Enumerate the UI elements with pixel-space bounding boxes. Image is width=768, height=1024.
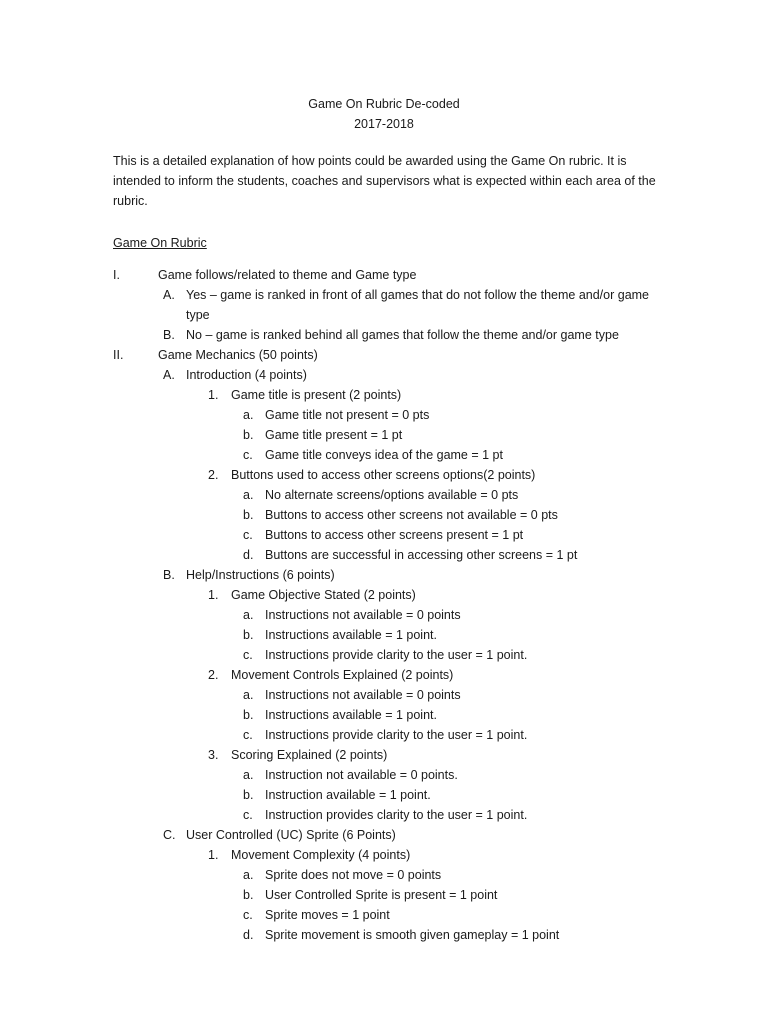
outline-text: Sprite does not move = 0 points <box>265 868 442 882</box>
outline-text: Game title present = 1 pt <box>265 428 403 442</box>
outline-text: Instructions available = 1 point. <box>265 708 437 722</box>
outline-marker: a. <box>243 688 254 702</box>
outline-text: Instruction available = 1 point. <box>265 788 431 802</box>
outline-marker: A. <box>163 288 175 302</box>
outline-text: Help/Instructions (6 points) <box>186 568 335 582</box>
outline-marker: 1. <box>208 588 219 602</box>
outline-marker: a. <box>243 868 254 882</box>
outline-marker: b. <box>243 888 254 902</box>
outline-item <box>0 485 768 505</box>
outline-marker: I. <box>113 268 120 282</box>
outline-item <box>0 785 768 805</box>
outline-item <box>0 405 768 425</box>
outline-text: Buttons to access other screens not available = 0 pts <box>265 508 558 522</box>
document-year: 2017-2018 <box>354 117 414 131</box>
outline-marker: b. <box>243 628 254 642</box>
section-heading: Game On Rubric <box>113 236 207 250</box>
outline-marker: c. <box>243 808 253 822</box>
outline-marker: a. <box>243 768 254 782</box>
outline-text: Game Mechanics (50 points) <box>158 348 318 362</box>
outline-text: Sprite moves = 1 point <box>265 908 390 922</box>
outline-marker: a. <box>243 408 254 422</box>
outline-marker: a. <box>243 608 254 622</box>
outline-text: Introduction (4 points) <box>186 368 307 382</box>
outline-item <box>0 525 768 545</box>
outline-item <box>0 345 768 365</box>
outline-item <box>0 865 768 885</box>
outline-item <box>0 425 768 445</box>
outline-marker: 1. <box>208 388 219 402</box>
outline-item <box>0 885 768 905</box>
rubric-outline <box>0 265 768 945</box>
outline-text: Game Objective Stated (2 points) <box>231 588 416 602</box>
outline-marker: C. <box>163 828 176 842</box>
outline-item <box>0 845 768 865</box>
outline-item <box>0 325 768 345</box>
document-title: Game On Rubric De-coded <box>308 97 460 111</box>
outline-text: Buttons to access other screens present = 1 pt <box>265 528 524 542</box>
outline-item <box>0 365 768 385</box>
outline-item <box>0 625 768 645</box>
outline-text: Game title is present (2 points) <box>231 388 402 402</box>
outline-marker: 1. <box>208 848 219 862</box>
outline-item <box>0 705 768 725</box>
outline-item <box>0 825 768 845</box>
outline-marker: b. <box>243 428 254 442</box>
outline-item <box>0 545 768 565</box>
outline-text: Instructions not available = 0 points <box>265 608 461 622</box>
outline-marker: b. <box>243 788 254 802</box>
outline-item <box>0 585 768 605</box>
outline-marker: A. <box>163 368 175 382</box>
outline-item <box>0 565 768 585</box>
outline-marker: B. <box>163 568 175 582</box>
outline-item <box>0 285 768 325</box>
outline-text: Game follows/related to theme and Game type <box>158 268 417 282</box>
intro-paragraph: This is a detailed explanation of how points could be awarded using the Game On rubric. It is intended to inform the students, coaches and supervisors what is expected within each area of the rubric. <box>113 154 656 208</box>
outline-marker: c. <box>243 908 253 922</box>
outline-item <box>0 805 768 825</box>
outline-item <box>0 265 768 285</box>
outline-marker: a. <box>243 488 254 502</box>
outline-text: No alternate screens/options available = 0 pts <box>265 488 519 502</box>
outline-item <box>0 445 768 465</box>
outline-text: Instruction not available = 0 points. <box>265 768 458 782</box>
outline-item <box>0 465 768 485</box>
outline-text: Instructions provide clarity to the user = 1 point. <box>265 728 528 742</box>
outline-item <box>0 505 768 525</box>
title-block <box>0 94 768 134</box>
outline-item <box>0 685 768 705</box>
outline-text: Instructions available = 1 point. <box>265 628 437 642</box>
outline-marker: B. <box>163 328 175 342</box>
outline-marker: c. <box>243 448 253 462</box>
outline-text: Scoring Explained (2 points) <box>231 748 388 762</box>
outline-text: Instructions provide clarity to the user = 1 point. <box>265 648 528 662</box>
outline-item <box>0 745 768 765</box>
outline-text: Instruction provides clarity to the user = 1 point. <box>265 808 528 822</box>
outline-text: Instructions not available = 0 points <box>265 688 461 702</box>
outline-text: Yes – game is ranked in front of all games that do not follow the theme and/or game type <box>186 288 650 322</box>
outline-text: Game title conveys idea of the game = 1 pt <box>265 448 503 462</box>
outline-item <box>0 925 768 945</box>
outline-item <box>0 645 768 665</box>
outline-text: Movement Controls Explained (2 points) <box>231 668 454 682</box>
outline-item <box>0 385 768 405</box>
outline-marker: c. <box>243 728 253 742</box>
outline-marker: c. <box>243 648 253 662</box>
outline-text: Sprite movement is smooth given gameplay = 1 point <box>265 928 560 942</box>
outline-item <box>0 605 768 625</box>
outline-item <box>0 905 768 925</box>
outline-marker: b. <box>243 508 254 522</box>
outline-marker: c. <box>243 528 253 542</box>
outline-text: Movement Complexity (4 points) <box>231 848 411 862</box>
outline-marker: 3. <box>208 748 219 762</box>
outline-text: User Controlled (UC) Sprite (6 Points) <box>186 828 396 842</box>
outline-item <box>0 765 768 785</box>
outline-text: Game title not present = 0 pts <box>265 408 430 422</box>
outline-marker: d. <box>243 548 254 562</box>
outline-marker: d. <box>243 928 254 942</box>
outline-text: User Controlled Sprite is present = 1 point <box>265 888 498 902</box>
outline-text: Buttons are successful in accessing other screens = 1 pt <box>265 548 578 562</box>
outline-marker: b. <box>243 708 254 722</box>
outline-marker: 2. <box>208 468 219 482</box>
outline-marker: 2. <box>208 668 219 682</box>
outline-marker: II. <box>113 348 124 362</box>
outline-text: Buttons used to access other screens options(2 points) <box>231 468 536 482</box>
outline-item <box>0 725 768 745</box>
outline-text: No – game is ranked behind all games that follow the theme and/or game type <box>186 328 619 342</box>
outline-item <box>0 665 768 685</box>
